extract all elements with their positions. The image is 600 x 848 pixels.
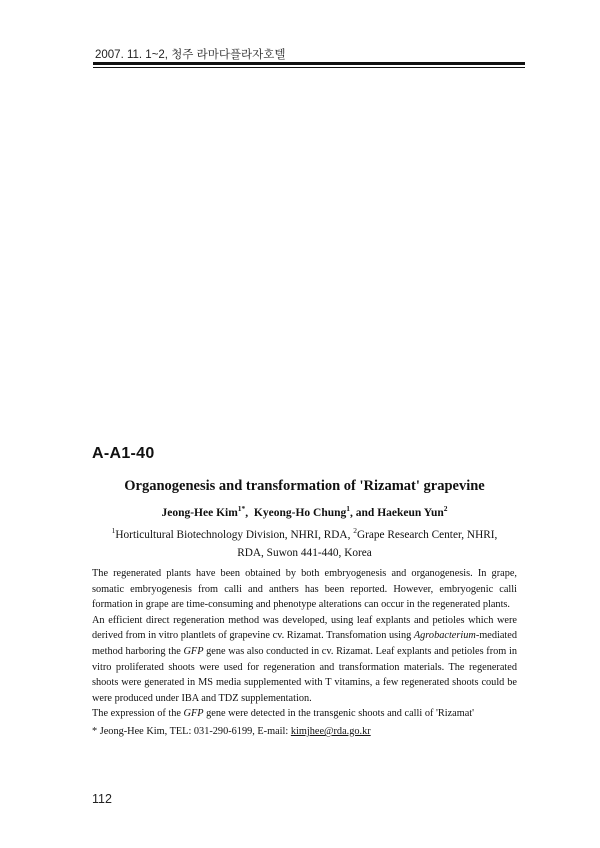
header-rule-thick [93,62,525,65]
email-link[interactable]: kimjhee@rda.go.kr [290,726,371,737]
footnote-text: * Jeong-Hee Kim, TEL: 031-290-6199, E-mail: [92,726,291,737]
author-separator: , [245,506,252,519]
corresponding-author-footnote [92,724,517,740]
author-name: Jeong-Hee Kim [161,506,238,519]
author-affil-mark: 1 [346,504,351,513]
abstract-body [92,566,517,722]
author-separator: , and [350,506,378,519]
author-name: Kyeong-Ho Chung [253,506,347,519]
page-number: 112 [92,792,112,806]
abstract-paragraph: An efficient direct regeneration method was developed, using leaf explants and petioles which were derived from in vitro plantlets of grapevine cv. Rizamat. Transfomation using Agrobacterium-mediated method harboring the GFP gene was also conducted in cv. Rizamat. Leaf explants and petioles from in vitro proliferated shoots were used for regeneration and transformation materials. The regenerated shoots were generated in MS media supplemented with T vitamins, a few regenerated shoots could be were produced under IBA and TDZ supplementation. [92,614,517,704]
affiliation-line [92,522,517,544]
header-rule-thin [93,67,525,68]
affil-mark: 1 [111,526,116,535]
abstract-paragraph: The expression of the GFP gene were detected in the transgenic shoots and calli of 'Rizamat' [92,708,475,720]
italic-term: GFP [183,645,204,657]
running-header: 2007. 11. 1~2, 청주 라마다플라자호텔 [95,49,286,61]
affiliation-line: RDA, Suwon 441-440, Korea [237,546,372,559]
italic-term: GFP [183,708,204,720]
author-name: Haekeun Yun [377,506,444,519]
italic-term: Agrobacterium [413,630,476,642]
abstract-code: A-A1-40 [92,445,155,462]
affiliations [92,522,517,562]
abstract-paragraph: The regenerated plants have been obtained by both embryogenesis and organogenesis. In grape, somatic embryogenesis from calli and anthers has been reported. However, embryogenic calli formation in grape are time-consuming and phenotype alterations can occur in the regenerated plants. [92,568,517,611]
author-affil-mark: 1* [237,504,246,513]
author-affil-mark: 2 [443,504,448,513]
affil-mark: 2 [353,526,357,535]
author-list [92,504,517,519]
affiliation-text: Horticultural Biotechnology Division, NHRI, RDA, [115,528,354,541]
affiliation-text: Grape Research Center, NHRI, [356,528,498,541]
paper-title: Organogenesis and transformation of 'Rizamat' grapevine [124,478,485,494]
